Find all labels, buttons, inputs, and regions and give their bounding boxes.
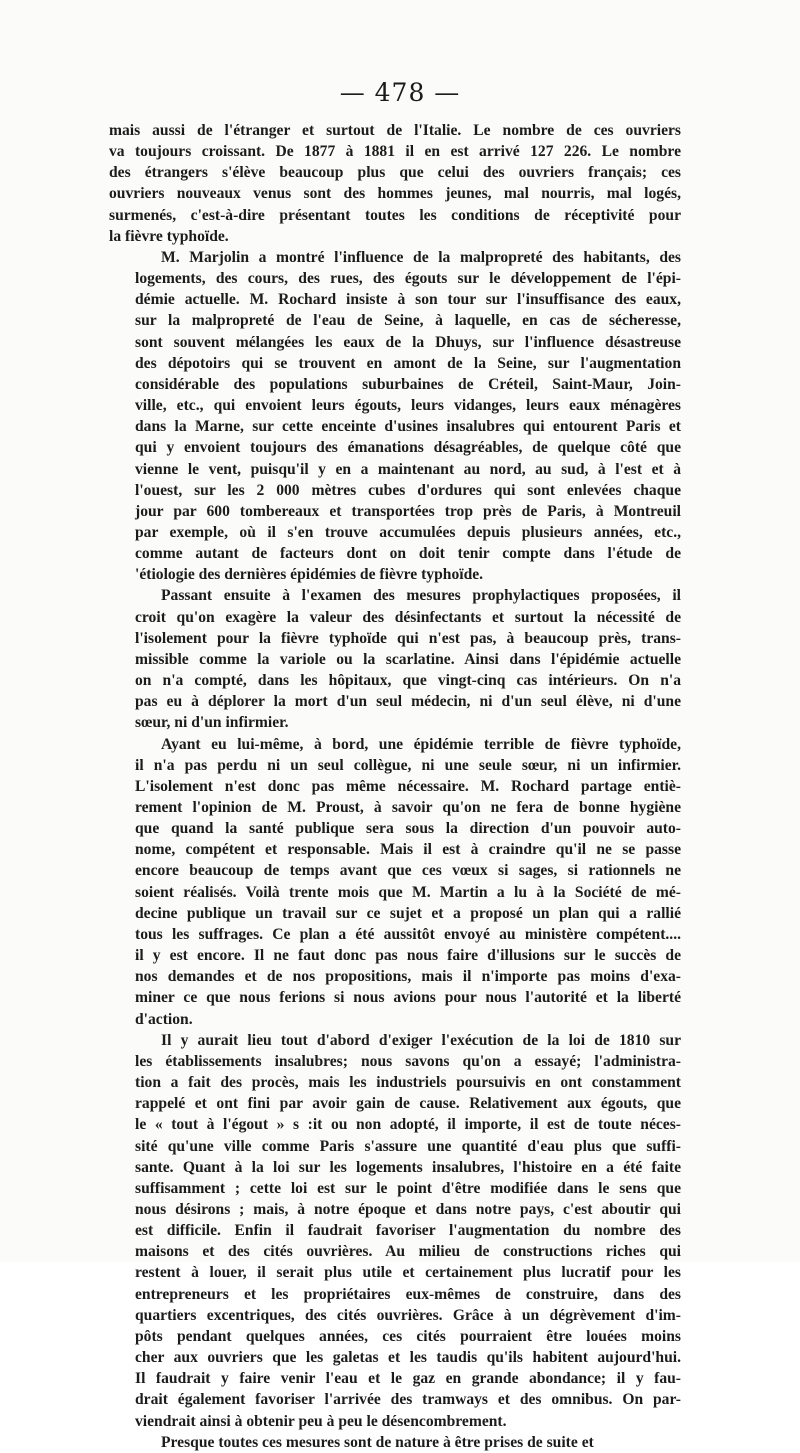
text-line: sur la malpropreté de l'eau de Seine, à laquelle, en cas de sécheresse, bbox=[135, 312, 681, 330]
text-line: par exemple, où il s'en trouve accumulées depuis plusieurs années, etc., bbox=[135, 523, 681, 541]
paragraph bbox=[109, 120, 681, 247]
text-line: sont souvent mélangées les eaux de la Dhuys, sur l'influence désastreuse bbox=[135, 333, 681, 351]
text-line: M. Marjolin a montré l'influence de la malpropreté des habitants, des bbox=[161, 248, 681, 266]
text-line: pôts pendant quelques années, ces cités pourraient être louées moins bbox=[135, 1327, 681, 1345]
text-line: mais aussi de l'étranger et surtout de l'Italie. Le nombre de ces ouvriers bbox=[109, 122, 681, 139]
text-line: missible comme la variole ou la scarlatine. Ainsi dans l'épidémie actuelle bbox=[135, 650, 681, 668]
text-line: ville, etc., qui envoient leurs égouts, leurs vidanges, leurs eaux ménagères bbox=[135, 397, 681, 415]
text-line: rement l'opinion de M. Proust, à savoir qu'on ne fera de bonne hygiène bbox=[135, 799, 681, 816]
text-line: la fièvre typhoïde. bbox=[109, 227, 229, 245]
paragraph bbox=[109, 585, 681, 733]
text-line: d'action. bbox=[135, 1010, 193, 1028]
text-line: des étrangers s'élève beaucoup plus que celui des ouvriers français; ces bbox=[109, 164, 681, 182]
text-line: logements, des cours, des rues, des égouts sur le développement de l'épi- bbox=[135, 270, 681, 288]
text-line: decine publique un travail sur ce sujet et a proposé un plan qui a rallié bbox=[135, 904, 681, 922]
text-line: l'ouest, sur les 2 000 mètres cubes d'ordures qui sont enlevées chaque bbox=[135, 481, 681, 499]
text-line: maisons et des cités ouvrières. Au milieu de constructions riches qui bbox=[135, 1243, 681, 1261]
text-line: démie actuelle. M. Rochard insiste à son tour sur l'insuffisance des eaux, bbox=[135, 291, 681, 309]
text-line: drait également favoriser l'arrivée des tramways et des omnibus. On par- bbox=[135, 1391, 681, 1409]
paragraph bbox=[109, 1432, 681, 1453]
text-line: Presque toutes ces mesures sont de nature à être prises de suite et bbox=[161, 1433, 594, 1451]
text-line: il n'a pas perdu ni un seul collègue, ni une seule sœur, ni un infirmier. bbox=[135, 756, 681, 774]
text-line: tous les suffrages. Ce plan a été aussitôt envoyé au ministère compétent.... bbox=[135, 925, 681, 943]
text-line: Ayant eu lui-même, à bord, une épidémie terrible de fièvre typhoïde, bbox=[161, 735, 681, 753]
text-line: soient réalisés. Voilà trente mois que M. Martin a lu à la Société de mé- bbox=[135, 883, 681, 901]
text-line: est difficile. Enfin il faudrait favoriser l'augmentation du nombre des bbox=[135, 1222, 681, 1240]
text-line: sœur, ni d'un infirmier. bbox=[135, 714, 289, 732]
text-line: miner ce que nous ferions si nous avions pour nous l'autorité et la liberté bbox=[135, 989, 681, 1007]
text-line: comme autant de facteurs dont on doit tenir compte dans l'étude de bbox=[135, 545, 681, 563]
text-line: qui y envoient toujours des émanations désagréables, de quelque côté que bbox=[135, 439, 681, 457]
text-line: viendrait ainsi à obtenir peu à peu le désencombrement. bbox=[135, 1412, 507, 1430]
text-line: croit qu'on exagère la valeur des désinfectants et surtout la nécessité de bbox=[135, 608, 681, 626]
text-line: surmenés, c'est-à-dire présentant toutes les conditions de réceptivité pour bbox=[109, 206, 681, 224]
text-line: les établissements insalubres; nous savons qu'on a essayé; l'administra- bbox=[135, 1052, 681, 1070]
text-line: Il faudrait y faire venir l'eau et le gaz en grande abondance; il y fau- bbox=[135, 1370, 681, 1388]
text-line: Passant ensuite à l'examen des mesures prophylactiques proposées, il bbox=[161, 587, 681, 605]
text-line: sité qu'une ville comme Paris s'assure une quantité d'eau plus que suffi- bbox=[135, 1137, 681, 1155]
text-line: restent à louer, il serait plus utile et certainement plus lucratif pour les bbox=[135, 1264, 681, 1282]
text-line: que quand la santé publique sera sous la direction d'un pouvoir auto- bbox=[135, 820, 681, 838]
text-line: L'isolement n'est donc pas même nécessaire. M. Rochard partage entiè- bbox=[135, 777, 681, 795]
text-line: on n'a compté, dans les hôpitaux, que vingt-cinq cas intérieurs. On n'a bbox=[135, 672, 681, 690]
text-line: jour par 600 tombereaux et transportées trop près de Paris, à Montreuil bbox=[135, 502, 681, 520]
text-line: tion a fait des procès, mais les industriels poursuivis en ont constamment bbox=[135, 1074, 681, 1092]
text-line: vienne le vent, puisqu'il y en a maintenant au nord, au sud, à l'est et à bbox=[135, 460, 681, 478]
text-line: quartiers excentriques, des cités ouvrières. Grâce à un dégrèvement d'im- bbox=[135, 1306, 681, 1324]
text-line: entrepreneurs et les propriétaires eux-mêmes de construire, dans des bbox=[135, 1285, 681, 1303]
text-line: pas eu à déplorer la mort d'un seul médecin, ni d'un seul élève, ni d'une bbox=[135, 693, 681, 711]
paragraph bbox=[109, 734, 681, 1030]
paragraph bbox=[109, 247, 681, 586]
text-line: nous désirons ; mais, à notre époque et dans notre pays, c'est aboutir qui bbox=[135, 1200, 681, 1218]
text-line: l'isolement pour la fièvre typhoïde qui n'est pas, à beaucoup près, trans- bbox=[135, 629, 681, 647]
text-line: nos demandes et de nos propositions, mais il n'importe pas moins d'exa- bbox=[135, 968, 681, 986]
text-line: encore beaucoup de temps avant que ces vœux si sages, si rationnels ne bbox=[135, 862, 681, 880]
text-line: 'étiologie des dernières épidémies de fièvre typhoïde. bbox=[135, 566, 484, 584]
page-number: — 478 — bbox=[339, 78, 461, 107]
text-line: le « tout à l'égout » s :it ou non adopté, il importe, il est de toute néces- bbox=[135, 1116, 681, 1134]
text-line: suffisamment ; cette loi est sur le point d'être modifiée dans le sens que bbox=[135, 1179, 681, 1197]
text-line: Il y aurait lieu tout d'abord d'exiger l'exécution de la loi de 1810 sur bbox=[161, 1031, 681, 1049]
text-line: considérable des populations suburbaines de Créteil, Saint-Maur, Join- bbox=[135, 375, 681, 393]
text-line: ouvriers nouveaux venus sont des hommes jeunes, mal nourris, mal logés, bbox=[109, 185, 681, 203]
text-line: des dépotoirs qui se trouvent en amont de la Seine, sur l'augmentation bbox=[135, 354, 681, 372]
paragraph bbox=[109, 1030, 681, 1432]
text-line: rappelé et ont fini par avoir gain de cause. Relativement aux égouts, que bbox=[135, 1095, 681, 1113]
text-line: dans la Marne, sur cette enceinte d'usines insalubres qui entourent Paris et bbox=[135, 418, 681, 436]
text-line: va toujours croissant. De 1877 à 1881 il en est arrivé 127 226. Le nombre bbox=[109, 143, 681, 161]
text-line: il y est encore. Il ne faut donc pas nous faire d'illusions sur le succès de bbox=[135, 947, 681, 965]
text-line: sante. Quant à la loi sur les logements insalubres, l'histoire en a été faite bbox=[135, 1158, 681, 1176]
text-line: cher aux ouvriers que les galetas et les taudis qu'ils habitent aujourd'hui. bbox=[135, 1349, 681, 1367]
body-text bbox=[109, 120, 681, 1453]
text-line: nome, compétent et responsable. Mais il est à craindre qu'il ne se passe bbox=[135, 841, 681, 859]
